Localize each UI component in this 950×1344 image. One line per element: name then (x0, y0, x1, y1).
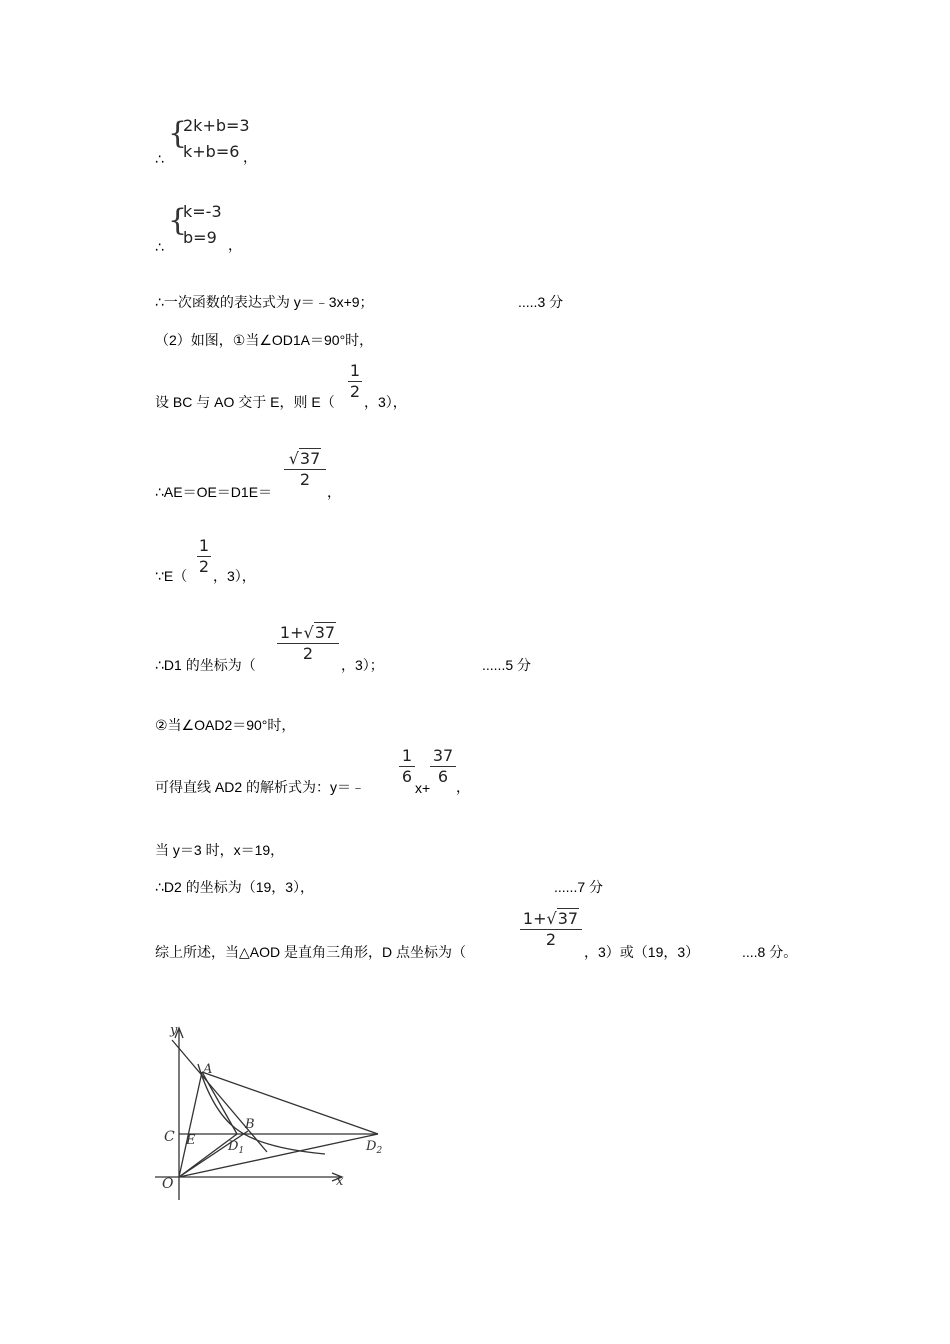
left-brace: { (168, 203, 188, 238)
fraction-one-half: 1 2 (349, 361, 361, 401)
line5-pre: 设 BC 与 AO 交于 E，则 E（ (155, 394, 335, 410)
line6-pre: ∴AE＝OE＝D1E＝ (155, 484, 273, 500)
fraction-sqrt37-over-2: √37 2 (284, 450, 326, 489)
line7-pre: ∵E（ (155, 568, 188, 584)
label-b: B (245, 1117, 255, 1132)
case-1-heading: （2）如图，①当∠OD1A＝90°时， (155, 332, 374, 348)
system2-trail: ， (228, 237, 242, 253)
line12: ∴D2 的坐标为（19，3）， (155, 879, 315, 895)
system2-eq2: b=9 (183, 228, 217, 247)
line11: 当 y＝3 时，x＝19， (155, 842, 285, 858)
line8-pre: ∴D1 的坐标为（ (155, 657, 256, 673)
segment-oa (179, 1072, 202, 1177)
label-a: A (203, 1062, 213, 1077)
therefore-symbol: ∴ (155, 239, 164, 255)
line10-post: ， (456, 779, 470, 795)
line13-pre: 综上所述，当△AOD 是直角三角形，D 点坐标为（ (155, 944, 466, 960)
fraction-one-sixth: 1 6 (399, 747, 415, 786)
line10-mid: x+ (415, 780, 431, 796)
label-y: y (170, 1023, 178, 1038)
linear-function-expression: ∴一次函数的表达式为 y＝﹣3x+9； (155, 294, 374, 310)
label-e: E (186, 1133, 196, 1148)
label-o: O (162, 1176, 174, 1192)
geometry-figure (150, 1020, 400, 1205)
score-8: ....8 分。 (742, 944, 798, 960)
system1-trail: ， (243, 149, 257, 165)
left-brace: { (168, 116, 188, 151)
line10-pre: 可得直线 AD2 的解析式为：y＝﹣ (155, 779, 366, 795)
fraction-1-plus-sqrt37-over-2: 1+√37 2 (520, 910, 582, 949)
system1-eq2: k+b=6 (183, 142, 240, 161)
fraction-1-plus-sqrt37-over-2: 1+√37 2 (277, 624, 339, 663)
case-2-heading: ②当∠OAD2＝90°时， (155, 717, 296, 733)
system2-eq1: k=-3 (183, 202, 222, 221)
system1-eq1: 2k+b=3 (183, 116, 250, 135)
label-d2: $D_2$ (366, 1139, 383, 1156)
score-3: .....3 分 (518, 294, 564, 310)
label-x: x (336, 1174, 344, 1189)
label-c: C (164, 1129, 175, 1145)
score-7: ......7 分 (554, 879, 604, 895)
segment-ad2 (202, 1072, 378, 1134)
therefore-symbol: ∴ (155, 151, 164, 167)
label-d1: $D_1$ (228, 1139, 245, 1156)
line7-post: ，3）， (213, 568, 256, 584)
fraction-37-over-6: 37 6 (430, 747, 456, 786)
line8-post: ，3）； (341, 657, 384, 673)
fraction-one-half: 1 2 (198, 536, 210, 576)
line6-post: ， (327, 484, 341, 500)
line13-post: ，3）或（19，3） (584, 944, 700, 960)
score-5: ......5 分 (482, 657, 532, 673)
line5-post: ，3）， (364, 394, 407, 410)
